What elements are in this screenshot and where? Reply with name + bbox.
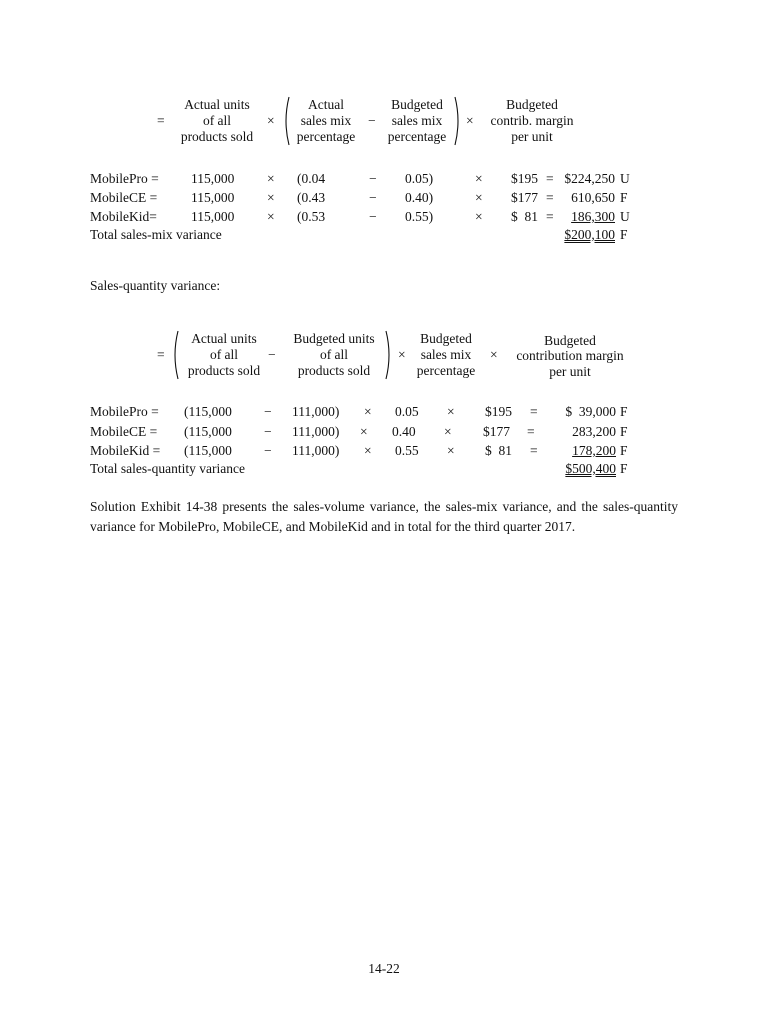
formula1-times-1: × bbox=[267, 113, 275, 128]
row-budget-mix: 0.40) bbox=[405, 190, 434, 205]
row-times: × bbox=[360, 424, 368, 439]
formula2-right-paren bbox=[384, 329, 394, 381]
formula1-term4-line3: per unit bbox=[511, 129, 553, 144]
formula2-term3-line1: Budgeted bbox=[420, 331, 472, 346]
formula1-equals: = bbox=[157, 113, 165, 128]
row-actual-mix: (0.04 bbox=[297, 171, 326, 186]
formula1-term4-line1: Budgeted bbox=[506, 97, 558, 112]
row-times: × bbox=[444, 424, 452, 439]
row-minus: − bbox=[264, 443, 272, 458]
total-value: $200,100 bbox=[564, 227, 615, 242]
row-flag: F bbox=[620, 443, 628, 458]
row-units: 115,000 bbox=[191, 190, 235, 205]
total-flag: F bbox=[620, 461, 628, 476]
row-flag: F bbox=[620, 190, 628, 205]
total-label: Total sales-mix variance bbox=[90, 227, 222, 242]
row-times: × bbox=[475, 190, 483, 205]
row-actual-mix: (0.53 bbox=[297, 209, 326, 224]
row-minus: − bbox=[264, 404, 272, 419]
formula1-term2-line2: sales mix bbox=[300, 113, 352, 128]
row-label: MobileCE = bbox=[90, 190, 158, 205]
row-actual-units: (115,000 bbox=[184, 424, 232, 439]
row-cm: $ 81 bbox=[511, 209, 538, 224]
row-cm: $195 bbox=[485, 404, 512, 419]
formula1-term1-line2: of all bbox=[202, 113, 232, 128]
formula2-times-2: × bbox=[490, 347, 498, 362]
row-mix: 0.55 bbox=[395, 443, 419, 458]
row-result: 283,200 bbox=[572, 424, 616, 439]
formula2-term2-line3: products sold bbox=[297, 363, 371, 378]
formula1-term3-line1: Budgeted bbox=[391, 97, 443, 112]
row-budget-units: 111,000) bbox=[292, 424, 340, 439]
formula2-term1-line3: products sold bbox=[187, 363, 261, 378]
row-actual-units: (115,000 bbox=[184, 443, 232, 458]
row-cm: $177 bbox=[511, 190, 538, 205]
formula1-term3-line3: percentage bbox=[387, 129, 447, 144]
row-result: 186,300 bbox=[571, 209, 615, 224]
row-times: × bbox=[364, 443, 372, 458]
row-label: MobilePro = bbox=[90, 171, 159, 186]
formula1-term4-line2: contrib. margin bbox=[490, 113, 574, 128]
row-equals: = bbox=[546, 171, 554, 186]
page-number: 14-22 bbox=[368, 961, 400, 976]
formula2-times-1: × bbox=[398, 347, 406, 362]
formula2-term4-line2: contribution margin bbox=[516, 348, 624, 363]
formula2-equals: = bbox=[157, 347, 165, 362]
row-mix: 0.40 bbox=[392, 424, 416, 439]
row-times: × bbox=[447, 443, 455, 458]
row-minus: − bbox=[369, 190, 377, 205]
row-times: × bbox=[447, 404, 455, 419]
row-label: MobilePro = bbox=[90, 404, 159, 419]
row-result: 178,200 bbox=[572, 443, 616, 458]
row-budget-units: 111,000) bbox=[292, 443, 340, 458]
row-flag: F bbox=[620, 424, 628, 439]
formula2-term4-line3: per unit bbox=[549, 364, 591, 379]
row-cm: $195 bbox=[511, 171, 538, 186]
row-mix: 0.05 bbox=[395, 404, 419, 419]
formula1-minus: − bbox=[368, 113, 376, 128]
row-label: MobileCE = bbox=[90, 424, 158, 439]
row-units: 115,000 bbox=[191, 171, 235, 186]
row-cm: $177 bbox=[483, 424, 510, 439]
formula2-term1-line2: of all bbox=[209, 347, 239, 362]
section-heading-sales-quantity: Sales-quantity variance: bbox=[90, 278, 221, 293]
row-minus: − bbox=[369, 209, 377, 224]
row-cm: $ 81 bbox=[485, 443, 512, 458]
formula1-times-2: × bbox=[466, 113, 474, 128]
formula2-term3-line3: percentage bbox=[416, 363, 476, 378]
row-equals: = bbox=[530, 404, 538, 419]
row-times: × bbox=[475, 209, 483, 224]
total-label: Total sales-quantity variance bbox=[90, 461, 245, 476]
formula2-minus: − bbox=[268, 347, 276, 362]
formula2-term3-line2: sales mix bbox=[420, 347, 472, 362]
formula1-right-paren bbox=[453, 95, 463, 147]
row-result: $224,250 bbox=[564, 171, 615, 186]
row-result: $ 39,000 bbox=[565, 404, 616, 419]
row-budget-mix: 0.05) bbox=[405, 171, 434, 186]
row-equals: = bbox=[530, 443, 538, 458]
formula1-term2-line3: percentage bbox=[296, 129, 356, 144]
row-units: 115,000 bbox=[191, 209, 235, 224]
row-equals: = bbox=[527, 424, 535, 439]
total-flag: F bbox=[620, 227, 628, 242]
row-minus: − bbox=[264, 424, 272, 439]
row-times: × bbox=[475, 171, 483, 186]
row-label: MobileKid= bbox=[90, 209, 157, 224]
formula1-term3-line2: sales mix bbox=[391, 113, 443, 128]
row-result: 610,650 bbox=[571, 190, 615, 205]
total-value: $500,400 bbox=[565, 461, 616, 476]
formula1-term1-line1: Actual units bbox=[184, 97, 250, 112]
row-actual-units: (115,000 bbox=[184, 404, 232, 419]
formula2-term2-line2: of all bbox=[319, 347, 349, 362]
row-flag: U bbox=[620, 209, 630, 224]
row-actual-mix: (0.43 bbox=[297, 190, 326, 205]
row-times: × bbox=[267, 171, 275, 186]
row-label: MobileKid = bbox=[90, 443, 161, 458]
row-times: × bbox=[267, 209, 275, 224]
row-equals: = bbox=[546, 190, 554, 205]
row-equals: = bbox=[546, 209, 554, 224]
row-flag: U bbox=[620, 171, 630, 186]
formula2-term2-line1: Budgeted units bbox=[293, 331, 375, 346]
explanation-paragraph: Solution Exhibit 14-38 presents the sales-volume variance, the sales-mix variance, and the sales-quantity variance for MobilePro, MobileCE, and MobileKid and in total for the third quarter 2017. bbox=[90, 499, 678, 534]
row-minus: − bbox=[369, 171, 377, 186]
row-times: × bbox=[364, 404, 372, 419]
row-times: × bbox=[267, 190, 275, 205]
formula2-term1-line1: Actual units bbox=[191, 331, 257, 346]
row-budget-mix: 0.55) bbox=[405, 209, 434, 224]
formula2-term4-line1: Budgeted bbox=[544, 333, 596, 348]
formula1-term2-line1: Actual bbox=[308, 97, 344, 112]
row-flag: F bbox=[620, 404, 628, 419]
row-budget-units: 111,000) bbox=[292, 404, 340, 419]
formula1-term1-line3: products sold bbox=[180, 129, 254, 144]
